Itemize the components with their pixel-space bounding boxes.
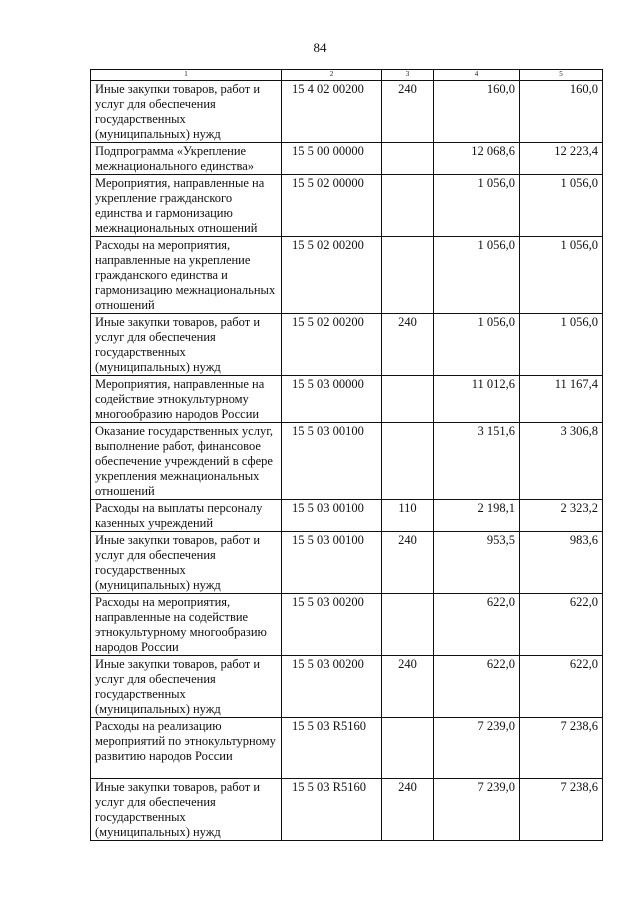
amount-year1-cell: 11 012,6 <box>434 376 520 423</box>
amount-year1-cell: 1 056,0 <box>434 175 520 237</box>
amount-year1-cell: 160,0 <box>434 81 520 143</box>
item-name-cell: Иные закупки товаров, работ и услуг для обеспечения государственных (муниципальных) нужд <box>91 656 282 718</box>
code-cell: 15 4 02 00200 <box>282 81 382 143</box>
amount-year2-cell: 2 323,2 <box>520 500 603 532</box>
table-row <box>91 594 603 656</box>
table-row <box>91 175 603 237</box>
table-header-row <box>91 70 603 81</box>
type-cell <box>382 718 434 779</box>
amount-year2-cell: 983,6 <box>520 532 603 594</box>
table-row <box>91 532 603 594</box>
type-cell <box>382 143 434 175</box>
amount-year2-cell: 7 238,6 <box>520 779 603 841</box>
amount-year1-cell: 622,0 <box>434 594 520 656</box>
table-row <box>91 314 603 376</box>
code-cell: 15 5 03 00100 <box>282 500 382 532</box>
item-name-cell: Подпрограмма «Укрепление межнационального единства» <box>91 143 282 175</box>
table-row <box>91 237 603 314</box>
code-cell: 15 5 03 00100 <box>282 423 382 500</box>
amount-year1-cell: 3 151,6 <box>434 423 520 500</box>
amount-year1-cell: 622,0 <box>434 656 520 718</box>
amount-year2-cell: 12 223,4 <box>520 143 603 175</box>
amount-year2-cell: 3 306,8 <box>520 423 603 500</box>
item-name-cell: Иные закупки товаров, работ и услуг для обеспечения государственных (муниципальных) нужд <box>91 81 282 143</box>
table-row <box>91 143 603 175</box>
column-header: 2 <box>282 70 382 81</box>
code-cell: 15 5 02 00200 <box>282 314 382 376</box>
type-cell <box>382 175 434 237</box>
item-name-cell: Расходы на реализацию мероприятий по этнокультурному развитию народов России <box>91 718 282 779</box>
item-name-cell: Иные закупки товаров, работ и услуг для обеспечения государственных (муниципальных) нужд <box>91 314 282 376</box>
item-name-cell: Расходы на мероприятия, направленные на содействие этнокультурному многообразию народов России <box>91 594 282 656</box>
amount-year2-cell: 1 056,0 <box>520 175 603 237</box>
amount-year2-cell: 622,0 <box>520 594 603 656</box>
type-cell: 240 <box>382 532 434 594</box>
code-cell: 15 5 03 R5160 <box>282 718 382 779</box>
code-cell: 15 5 03 00100 <box>282 532 382 594</box>
table-row <box>91 500 603 532</box>
column-header: 5 <box>520 70 603 81</box>
item-name-cell: Расходы на выплаты персоналу казенных учреждений <box>91 500 282 532</box>
amount-year2-cell: 7 238,6 <box>520 718 603 779</box>
type-cell <box>382 376 434 423</box>
amount-year1-cell: 953,5 <box>434 532 520 594</box>
code-cell: 15 5 00 00000 <box>282 143 382 175</box>
type-cell: 240 <box>382 779 434 841</box>
code-cell: 15 5 02 00000 <box>282 175 382 237</box>
type-cell <box>382 594 434 656</box>
code-cell: 15 5 03 00200 <box>282 656 382 718</box>
type-cell: 240 <box>382 656 434 718</box>
amount-year2-cell: 1 056,0 <box>520 237 603 314</box>
amount-year2-cell: 622,0 <box>520 656 603 718</box>
table-row <box>91 656 603 718</box>
item-name-cell: Мероприятия, направленные на содействие этнокультурному многообразию народов России <box>91 376 282 423</box>
amount-year1-cell: 7 239,0 <box>434 718 520 779</box>
code-cell: 15 5 03 00000 <box>282 376 382 423</box>
item-name-cell: Иные закупки товаров, работ и услуг для обеспечения государственных (муниципальных) нужд <box>91 532 282 594</box>
code-cell: 15 5 03 R5160 <box>282 779 382 841</box>
amount-year2-cell: 160,0 <box>520 81 603 143</box>
code-cell: 15 5 03 00200 <box>282 594 382 656</box>
amount-year2-cell: 11 167,4 <box>520 376 603 423</box>
amount-year1-cell: 1 056,0 <box>434 314 520 376</box>
table-row <box>91 779 603 841</box>
amount-year1-cell: 2 198,1 <box>434 500 520 532</box>
amount-year1-cell: 12 068,6 <box>434 143 520 175</box>
code-cell: 15 5 02 00200 <box>282 237 382 314</box>
item-name-cell: Расходы на мероприятия, направленные на укрепление гражданского единства и гармонизацию межнациональных отношений <box>91 237 282 314</box>
column-header: 4 <box>434 70 520 81</box>
table-row <box>91 81 603 143</box>
table-row <box>91 718 603 779</box>
amount-year1-cell: 1 056,0 <box>434 237 520 314</box>
type-cell <box>382 237 434 314</box>
amount-year2-cell: 1 056,0 <box>520 314 603 376</box>
item-name-cell: Иные закупки товаров, работ и услуг для обеспечения государственных (муниципальных) нужд <box>91 779 282 841</box>
amount-year1-cell: 7 239,0 <box>434 779 520 841</box>
table-row <box>91 423 603 500</box>
column-header: 1 <box>91 70 282 81</box>
item-name-cell: Мероприятия, направленные на укрепление гражданского единства и гармонизацию межнациональных отношений <box>91 175 282 237</box>
item-name-cell: Оказание государственных услуг, выполнение работ, финансовое обеспечение учреждений в сфере укрепления межнациональных отношений <box>91 423 282 500</box>
budget-table <box>90 69 603 841</box>
type-cell: 240 <box>382 314 434 376</box>
type-cell: 240 <box>382 81 434 143</box>
page-number: 84 <box>313 40 327 55</box>
type-cell: 110 <box>382 500 434 532</box>
column-header: 3 <box>382 70 434 81</box>
type-cell <box>382 423 434 500</box>
table-row <box>91 376 603 423</box>
